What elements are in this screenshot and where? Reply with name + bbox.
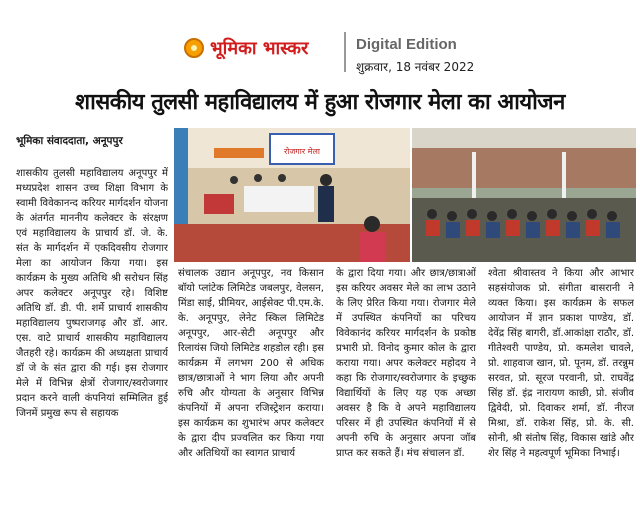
sun-dot-icon	[184, 38, 204, 58]
article-headline: शासकीय तुलसी महाविद्यालय में हुआ रोजगार मेला का आयोजन	[75, 90, 565, 115]
photo-stage-event	[174, 128, 410, 262]
article-byline: भूमिका संवाददाता, अनूपपुर	[16, 135, 123, 147]
article-column-4: श्वेता श्रीवास्तव ने किया और आभार सहसंयोजक प्रो. संगीता बासरानी ने व्यक्त किया। इस कार्यक्रम के सफल आयोजन में ज्ञान प्रकाश पाण्डेय, डॉ. देवेंद्र सिंह बागरी, डॉ.आकांक्षा राठौर, डॉ. गीतेश्वरी पाण्डेय, प्रो. कमलेश चावले, प्रो. शाहवाज खान, प्रो. पूनम, डॉ. तरन्नुम सरवत, प्रो. सूरज परवानी, प्रो. राघवेंद्र सिंह डॉ. इंद्र नारायण काछी, प्रो. संजीव द्विवेदी, प्रो. दिवाकर शर्मा, डॉ. नीरज मिश्रा, डॉ. राकेश सिंह, प्रो. के. सी. सोनी, श्री संतोष सिंह, विकास खांडे और शेर सिंह ने महत्वपूर्ण भूमिका निभाई।	[488, 268, 634, 459]
photo-audience	[412, 128, 636, 262]
masthead-divider	[344, 32, 346, 72]
article-column-2: संचालक उद्यान अनूपपुर, नव किसान बॉयो प्लांटेक लिमिटेड जबलपुर, वेलसन, मिंडा साई, प्रीमियर, आईसेक्ट पी.एम.के. के. अनूपपुर, लेनेट स्किल लिमिटेड अनूपपुर, आर-सेटी अनूपपुर और रिलायंस जियो लिमिटेड शहडोल रही। इस कार्यक्रम में लगभग 200 से अधिक छात्र/छात्राओं ने भाग लिया और अपनी रुचि और योग्यता के अनुसार विभिन्न कंपनियों में अपना रजिस्ट्रेशन कराया। इस कार्यक्रम का शुभारंभ अपर कलेक्टर के द्वारा दीप प्रज्वलित कर किया गया और अतिथियों का स्वागत प्राचार्य	[178, 268, 324, 459]
edition-date: शुक्रवार, 18 नवंबर 2022	[356, 60, 475, 74]
edition-label: Digital Edition	[356, 36, 457, 53]
brand-logo	[184, 36, 308, 60]
masthead	[0, 0, 640, 78]
stage-banner-text: रोजगार मेला	[284, 147, 320, 156]
article-column-1: शासकीय तुलसी महाविद्यालय अनूपपुर में मध्यप्रदेश शासन उच्च शिक्षा विभाग के स्वामी विवेकानन्द करियर मार्गदर्शन योजना के अंतर्गत माननीय कलेक्टर के संरक्षण एवं महाविद्यालय के प्राचार्य डॉ. जे. के. संत के मार्गदर्शन में एकदिवसीय रोजगार मेला का आयोजन किया गया। इस कार्यक्रम के मुख्य अतिथि श्री सरोधन सिंह अपर कलेक्टर अनूपपुर रहे। विशिष्ट अतिथि डॉ. डी. पी. शर्मे प्राचार्य शासकीय महाविद्यालय पुष्पराजगढ़ और डॉ. आर. एस. वाटे प्राचार्य शासकीय महाविद्यालय जैतहरी रहे। कार्यक्रम की अध्यक्षता प्राचार्य डॉ जे के संत द्वारा की गई। इस रोजगार मेले में विभिन्न क्षेत्रों रोजगार/स्वरोजगार प्रदान करने वाली कंपनियां सम्मिलित हुई जिनमें प्रमुख रूप से सहायक	[16, 168, 168, 419]
brand-name: भूमिका भास्कर	[210, 38, 309, 59]
article-column-3: के द्वारा दिया गया। और छात्र/छात्राओं इस करियर अवसर मेले का लाभ उठाने के लिए प्रेरित किया गया। रोजगार मेले में उपस्थित कंपनियों का परिचय विवेकानंद करियर मार्गदर्शन के प्रकोष्ठ प्रभारी प्रो. विनोद कुमार कोल के द्वारा कराया गया। अपर कलेक्टर महोदय ने कहा कि रोजगार/स्वरोजगार के इच्छुक विद्यार्थियों के लिए यह एक अच्छा अवसर है कि वे अपने महाविद्यालय परिसर में ही उपस्थित कंपनियों में से अपनी रुचि के अनुसार अपना जॉब प्राप्त कर सकते हैं। मंच संचालन डॉ.	[336, 268, 476, 459]
